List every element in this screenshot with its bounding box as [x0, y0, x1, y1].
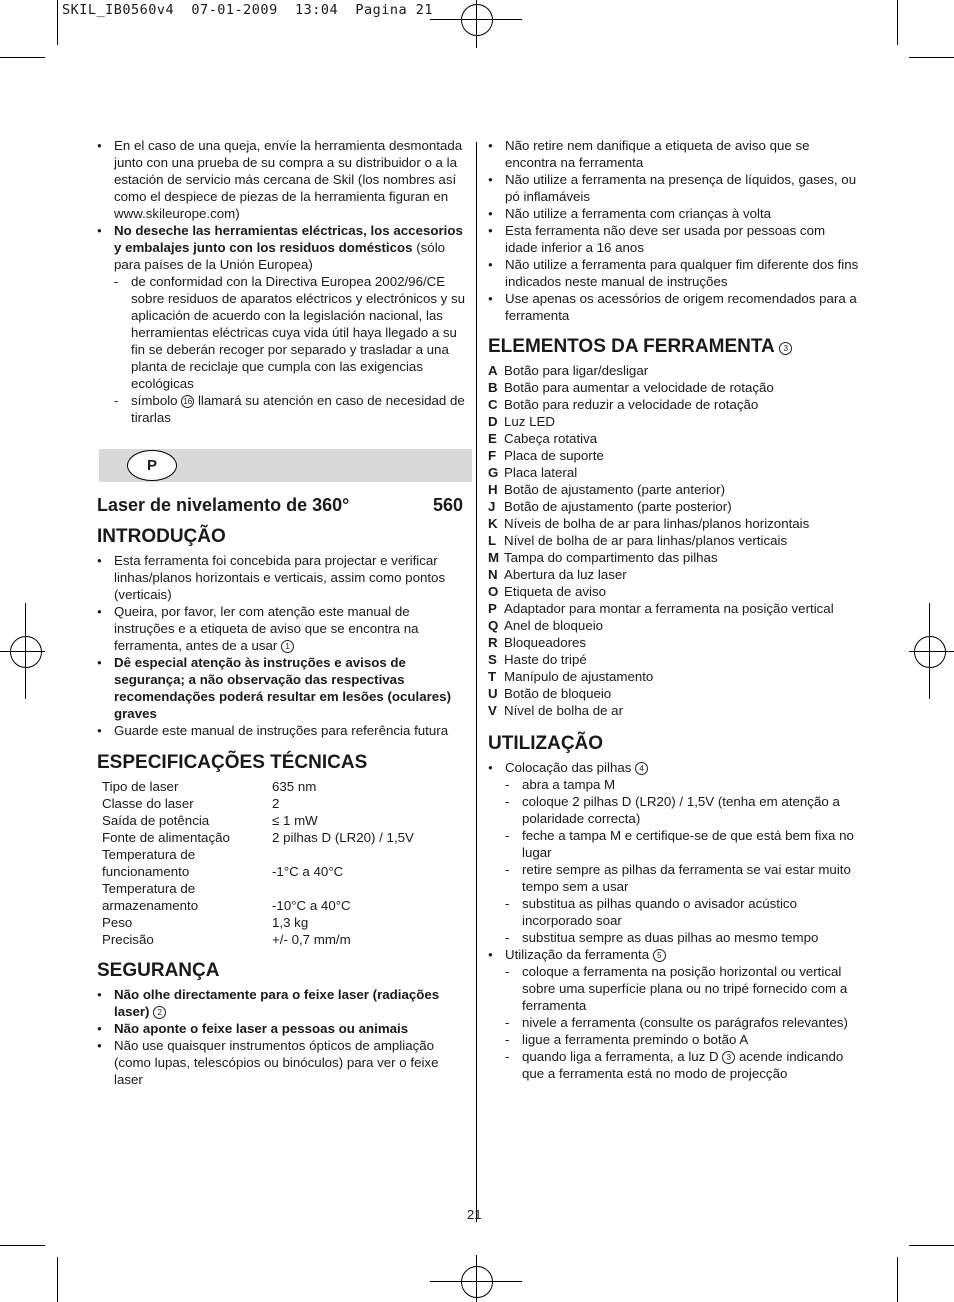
element-text: Níveis de bolha de ar para linhas/planos horizontais	[504, 516, 810, 531]
element-letter: E	[488, 431, 497, 446]
element-letter: L	[488, 533, 497, 548]
element-letter: N	[488, 567, 498, 582]
spec-label: Temperatura de	[102, 881, 196, 896]
crop-mark	[909, 1245, 954, 1246]
spec-row	[102, 880, 414, 897]
spec-row	[102, 863, 414, 880]
element-letter: P	[488, 601, 497, 616]
element-row	[488, 464, 860, 481]
element-text: Manípulo de ajustamento	[504, 669, 654, 684]
element-row	[488, 600, 860, 617]
element-letter: Q	[488, 618, 499, 633]
element-letter: T	[488, 669, 497, 684]
spec-row	[102, 931, 414, 948]
spec-row	[102, 846, 414, 863]
element-text: Placa de suporte	[504, 448, 604, 463]
element-text: Bloqueadores	[504, 635, 587, 650]
spec-label: armazenamento	[102, 898, 199, 913]
element-row	[488, 362, 860, 379]
list-item: ● En el caso de una queja, envíe la herramienta desmontada junto con una prueba de su compra a su distribuidor o a la estación de servicio más cercana de Skil (los nombres así como el despiece de piezas de la herramienta figuran en www.skileurope.com)	[97, 137, 467, 222]
element-row	[488, 702, 860, 719]
spec-row	[102, 778, 414, 795]
element-text: Botão de ajustamento (parte posterior)	[504, 499, 732, 514]
element-row	[488, 379, 860, 396]
spec-value	[272, 846, 414, 863]
dash-item: - de conformidad con la Directiva Europea 2002/96/CE sobre residuos de aparatos eléctricos y electrónicos y su aplicación de acuerdo con la legislación nacional, las herramientas eléctricas cuya vida útil haya llegado a su fin se deberán recoger por separado y trasladar a una planta de reciclaje que cumpla con las exigencias ecológicas	[97, 273, 467, 392]
heading-introducao: INTRODUÇÃO	[97, 526, 226, 547]
element-row	[488, 617, 860, 634]
spec-value: ≤ 1 mW	[272, 813, 318, 828]
element-letter: G	[488, 465, 499, 480]
element-letter: U	[488, 686, 498, 701]
spec-value: 635 nm	[272, 779, 317, 794]
element-row	[488, 413, 860, 430]
element-row	[488, 685, 860, 702]
dash-item: - ligue a ferramenta premindo o botão A	[488, 1031, 860, 1048]
element-row	[488, 566, 860, 583]
spec-label: Tipo de laser	[102, 779, 179, 794]
element-text: Luz LED	[504, 414, 555, 429]
battery-steps	[488, 776, 860, 946]
list-item: ● Use apenas os acessórios de origem recomendados para a ferramenta	[488, 290, 860, 324]
dash-item: - quando liga a ferramenta, a luz D 3 acende indicando que a ferramenta está no modo de projecção	[488, 1048, 860, 1082]
element-letter: S	[488, 652, 497, 667]
element-text: Anel de bloqueio	[504, 618, 604, 633]
elements-list	[488, 362, 860, 719]
element-row	[488, 515, 860, 532]
spec-row	[102, 812, 414, 829]
print-header: SKIL_IB0560v4 07-01-2009 13:04 Pagina 21	[62, 2, 433, 18]
spec-value	[272, 880, 414, 897]
element-text: Nível de bolha de ar	[504, 703, 624, 718]
element-text: Abertura da luz laser	[504, 567, 627, 582]
heading-seguranca: SEGURANÇA	[97, 960, 220, 981]
language-badge: P	[127, 450, 177, 481]
right-column	[488, 137, 860, 1082]
list-item: ● Não utilize a ferramenta com crianças à volta	[488, 205, 860, 222]
element-row	[488, 447, 860, 464]
element-text: Cabeça rotativa	[504, 431, 598, 446]
element-row	[488, 634, 860, 651]
dash-item: - substitua as pilhas quando o avisador acústico incorporado soar	[488, 895, 860, 929]
spec-row	[102, 795, 414, 812]
registration-line	[0, 651, 45, 652]
crop-mark	[0, 57, 45, 58]
spec-value: 1,3 kg	[272, 915, 309, 930]
list-item: ● Não olhe directamente para o feixe laser (radiações laser) 2	[97, 986, 467, 1020]
element-text: Botão de ajustamento (parte anterior)	[504, 482, 726, 497]
element-row	[488, 549, 860, 566]
crop-mark	[57, 1257, 58, 1302]
element-letter: O	[488, 584, 499, 599]
element-text: Tampa do compartimento das pilhas	[504, 550, 718, 565]
crop-mark	[909, 57, 954, 58]
element-row	[488, 668, 860, 685]
dash-item: - coloque 2 pilhas D (LR20) / 1,5V (tenha em atenção a polaridade correcta)	[488, 793, 860, 827]
registration-mark	[461, 1266, 493, 1298]
element-row	[488, 651, 860, 668]
spec-label: Temperatura de	[102, 847, 196, 862]
list-item: ● Dê especial atenção às instruções e avisos de segurança; a não observação das respectivas recomendações poderá resultar em lesões (oculares) graves	[97, 654, 467, 722]
spec-value: 2	[272, 796, 280, 811]
list-item: ● Não aponte o feixe laser a pessoas ou animais	[97, 1020, 467, 1037]
registration-mark	[461, 4, 493, 36]
spec-value: 2 pilhas D (LR20) / 1,5V	[272, 830, 414, 845]
element-row	[488, 481, 860, 498]
crop-mark	[897, 1257, 898, 1302]
spec-label: Peso	[102, 915, 133, 930]
element-letter: K	[488, 516, 498, 531]
list-item: ● Utilização da ferramenta 5	[488, 946, 860, 963]
element-row	[488, 498, 860, 515]
dash-item: - nivele a ferramenta (consulte os parágrafos relevantes)	[488, 1014, 860, 1031]
spec-value: -10°C a 40°C	[272, 898, 351, 913]
left-column	[97, 137, 467, 1088]
registration-line	[476, 1255, 477, 1302]
element-letter: H	[488, 482, 498, 497]
registration-line	[476, 0, 477, 48]
element-letter: F	[488, 448, 497, 463]
registration-mark	[10, 636, 42, 668]
spec-label: Classe do laser	[102, 796, 194, 811]
safety-list	[488, 137, 860, 324]
spec-label: funcionamento	[102, 864, 190, 879]
dash-item: - retire sempre as pilhas da ferramenta se vai estar muito tempo sem a usar	[488, 861, 860, 895]
figure-ref-icon: 3	[722, 1051, 735, 1064]
list-item: ● Não use quaisquer instrumentos ópticos de ampliação (como lupas, telescópios ou binóculos) para ver o feixe laser	[97, 1037, 467, 1088]
spec-row	[102, 914, 414, 931]
list-item: ● Não retire nem danifique a etiqueta de aviso que se encontra na ferramenta	[488, 137, 860, 171]
element-text: Botão para aumentar a velocidade de rotação	[504, 380, 774, 395]
element-letter: B	[488, 380, 498, 395]
element-letter: C	[488, 397, 498, 412]
list-item: ● Não utilize a ferramenta para qualquer fim diferente dos fins indicados neste manual de instruções	[488, 256, 860, 290]
page-number: 21	[467, 1207, 482, 1222]
heading-elementos: ELEMENTOS DA FERRAMENTA 3	[488, 336, 860, 358]
element-row	[488, 583, 860, 600]
figure-ref-icon: 5	[653, 949, 666, 962]
figure-ref-icon: 16	[181, 395, 194, 408]
list-item: ● Queira, por favor, ler com atenção este manual de instruções e a etiqueta de aviso que se encontra na ferramenta, antes de a usar 1	[97, 603, 467, 654]
element-letter: V	[488, 703, 497, 718]
product-title: Laser de nivelamento de 360° 560	[97, 495, 463, 515]
crop-mark	[897, 0, 898, 45]
element-row	[488, 396, 860, 413]
heading-utilizacao: UTILIZAÇÃO	[488, 733, 604, 754]
list-item: ● Esta ferramenta foi concebida para projectar e verificar linhas/planos horizontais e verticais, assim como pontos (verticais)	[97, 552, 467, 603]
spec-label: Fonte de alimentação	[102, 830, 230, 845]
registration-line	[909, 651, 954, 652]
element-letter: D	[488, 414, 498, 429]
dash-item: - substitua sempre as duas pilhas ao mesmo tempo	[488, 929, 860, 946]
registration-mark	[914, 636, 946, 668]
crop-mark	[0, 1245, 45, 1246]
element-text: Adaptador para montar a ferramenta na posição vertical	[504, 601, 834, 616]
figure-ref-icon: 2	[153, 1006, 166, 1019]
list-item: ● No deseche las herramientas eléctricas, los accesorios y embalajes junto con los residuos domésticos (sólo para países de la Unión Europea)	[97, 222, 467, 273]
crop-mark	[57, 0, 58, 45]
list-item: ● Guarde este manual de instruções para referência futura	[97, 722, 467, 739]
spec-label: Saída de potência	[102, 813, 210, 828]
registration-line	[929, 603, 930, 699]
list-item: ● Não utilize a ferramenta na presença de líquidos, gases, ou pó inflamáveis	[488, 171, 860, 205]
column-divider	[476, 142, 477, 1222]
element-row	[488, 532, 860, 549]
spec-row	[102, 897, 414, 914]
spec-row	[102, 829, 414, 846]
element-text: Botão para reduzir a velocidade de rotação	[504, 397, 759, 412]
specs-table	[102, 778, 414, 948]
dash-item: - feche a tampa M e certifique-se de que está bem fixa no lugar	[488, 827, 860, 861]
spec-label: Precisão	[102, 932, 154, 947]
element-text: Placa lateral	[504, 465, 578, 480]
element-text: Botão para ligar/desligar	[504, 363, 649, 378]
dash-item: - abra a tampa M	[488, 776, 860, 793]
element-letter: R	[488, 635, 498, 650]
figure-ref-icon: 1	[281, 640, 294, 653]
element-row	[488, 430, 860, 447]
figure-ref-icon: 4	[635, 762, 648, 775]
dash-item: - coloque a ferramenta na posição horizontal ou vertical sobre uma superfície plana ou no tripé fornecido com a ferramenta	[488, 963, 860, 1014]
heading-especificacoes: ESPECIFICAÇÕES TÉCNICAS	[97, 752, 368, 773]
use-steps	[488, 963, 860, 1048]
dash-item: - símbolo 16 llamará su atención en caso de necesidad de tirarlas	[97, 392, 467, 426]
element-letter: J	[488, 499, 496, 514]
list-item: ● Esta ferramenta não deve ser usada por pessoas com idade inferior a 16 anos	[488, 222, 860, 256]
element-text: Nível de bolha de ar para linhas/planos verticais	[504, 533, 788, 548]
registration-line	[25, 603, 26, 699]
product-number: 560	[432, 495, 463, 515]
list-item: ● Colocação das pilhas 4	[488, 759, 860, 776]
spec-value: -1°C a 40°C	[272, 864, 344, 879]
element-letter: A	[488, 363, 498, 378]
language-bar	[99, 449, 472, 482]
element-text: Botão de bloqueio	[504, 686, 612, 701]
element-letter: M	[488, 550, 500, 565]
figure-ref-icon: 3	[779, 342, 792, 355]
spec-value: +/- 0,7 mm/m	[272, 932, 351, 947]
element-text: Etiqueta de aviso	[504, 584, 607, 599]
element-text: Haste do tripé	[504, 652, 587, 667]
